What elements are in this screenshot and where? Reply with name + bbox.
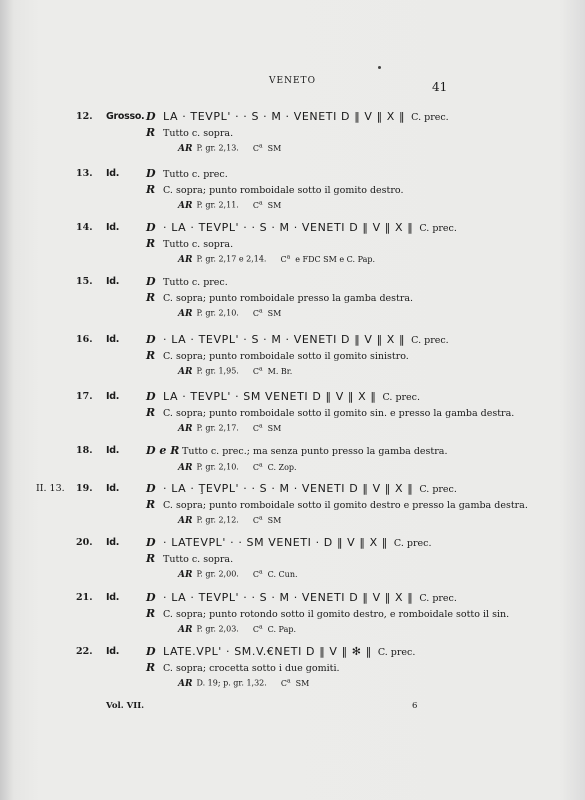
reverse-mark: R	[146, 406, 156, 419]
obverse-mark: D	[146, 110, 156, 123]
entry-denomination: Id.	[106, 646, 120, 657]
collection	[253, 367, 292, 376]
coin-legend: · LA · TEVPL' · · S · M · VENETI D ‖ V ‖ X ‖	[163, 221, 414, 234]
specimen-meta	[178, 142, 281, 154]
reverse-description: Tutto c. sopra.	[163, 554, 234, 565]
obverse-description: C. prec.	[377, 647, 416, 658]
reverse-mark: R	[146, 291, 156, 304]
obverse-mark: D	[146, 591, 156, 604]
entry-denomination: Id.	[106, 537, 120, 548]
specimen-meta	[178, 422, 281, 434]
entry-number: 12.	[76, 111, 93, 122]
obverse-description: C. prec.	[382, 392, 421, 403]
footer-signature: 6	[412, 701, 418, 711]
metal-mark: AR	[178, 366, 193, 377]
specimen-meta	[178, 514, 281, 526]
footer-volume: Vol. VII.	[106, 701, 145, 711]
collection-sup: a	[258, 199, 263, 206]
reverse-line	[146, 183, 403, 196]
running-header: VENETO	[269, 76, 316, 86]
coin-legend: · LA · TEVPL' · S · M · VENETI D ‖ V ‖ X ‖	[163, 333, 406, 346]
collection-name: e FDC SM e C. Pap.	[295, 254, 376, 264]
entry-denomination: Id.	[106, 592, 120, 603]
reverse-description: C. sopra; punto romboidale sotto il gomito destro.	[163, 185, 404, 196]
collection-name: SM	[267, 423, 282, 433]
obverse-mark: D	[146, 390, 156, 403]
metal-mark: AR	[178, 624, 193, 635]
obverse-description: C. prec.	[419, 223, 457, 234]
collection	[253, 144, 281, 153]
entry-denomination: Id.	[106, 391, 120, 402]
metal-mark: AR	[178, 308, 193, 319]
obverse-description: C. prec.	[411, 335, 449, 346]
metal-mark: AR	[178, 423, 193, 434]
obverse-line	[146, 482, 457, 495]
weight: P. gr. 2,13.	[196, 143, 239, 153]
reverse-mark: R	[146, 498, 156, 511]
entry-denomination: Grosso.	[106, 111, 145, 122]
reverse-line	[146, 607, 509, 620]
collection	[281, 679, 309, 688]
obverse-mark: D	[146, 221, 156, 234]
obverse-description: C. prec.	[419, 484, 457, 495]
obverse-description: C. prec.	[393, 538, 432, 549]
collection-prefix: C	[252, 308, 259, 318]
obverse-line	[146, 333, 449, 346]
obverse-mark: D	[146, 645, 156, 658]
collection-name: C. Zop.	[267, 462, 297, 472]
obverse-line	[146, 444, 447, 457]
collection-sup: a	[258, 514, 263, 521]
entry-denomination: Id.	[106, 276, 120, 287]
obverse-line	[146, 390, 420, 403]
metal-mark: AR	[178, 143, 193, 154]
entry-number: 17.	[76, 391, 93, 402]
reverse-line	[146, 237, 233, 250]
collection-prefix: C	[252, 423, 259, 433]
metal-mark: AR	[178, 200, 193, 211]
collection-name: M. Br.	[267, 366, 293, 376]
metal-mark: AR	[178, 569, 193, 580]
collection	[253, 424, 281, 433]
entry-number: 15.	[76, 276, 93, 287]
obverse-description: Tutto c. prec.	[163, 169, 228, 180]
reverse-description: C. sopra; punto rotondo sotto il gomito destro, e romboidale sotto il sin.	[163, 609, 510, 620]
collection-prefix: C	[280, 254, 287, 264]
entry-denomination: Id.	[106, 222, 120, 233]
reverse-description: Tutto c. sopra.	[163, 128, 234, 139]
weight: P. gr. 2,12.	[196, 515, 239, 525]
entry-number: 21.	[76, 592, 93, 603]
page-number: 41	[432, 80, 448, 94]
weight: P. gr. 2,11.	[196, 200, 239, 210]
reverse-mark: R	[146, 237, 156, 250]
specimen-meta	[178, 568, 298, 580]
entry-number: 20.	[76, 537, 93, 548]
collection-sup: a	[258, 307, 263, 314]
weight: P. gr. 2,10.	[196, 308, 239, 318]
collection	[253, 516, 281, 525]
collection-sup: a	[258, 623, 263, 630]
obverse-mark: D e R	[146, 444, 180, 457]
weight: P. gr. 2,00.	[196, 569, 239, 579]
obverse-mark: D	[146, 482, 156, 495]
reverse-line	[146, 552, 233, 565]
weight: P. gr. 2,17 e 2,14.	[196, 254, 267, 264]
collection-sup: a	[258, 568, 263, 575]
obverse-mark: D	[146, 275, 156, 288]
specimen-meta	[178, 365, 292, 377]
reverse-description: C. sopra; punto romboidale sotto il gomito sin. e presso la gamba destra.	[163, 408, 515, 419]
obverse-description: C. prec.	[411, 112, 449, 123]
specimen-meta	[178, 199, 281, 211]
reverse-mark: R	[146, 183, 156, 196]
obverse-line	[146, 645, 415, 658]
specimen-meta	[178, 307, 281, 319]
collection-prefix: C	[252, 462, 259, 472]
collection-prefix: C	[252, 366, 259, 376]
entry-number: 18.	[76, 445, 93, 456]
collection	[253, 201, 281, 210]
obverse-line	[146, 536, 431, 549]
weight: P. gr. 2,17.	[196, 423, 239, 433]
collection-name: SM	[267, 200, 282, 210]
weight: P. gr. 2,03.	[196, 624, 239, 634]
collection	[253, 625, 296, 634]
reverse-line	[146, 661, 340, 674]
collection-prefix: C	[280, 678, 287, 688]
weight: P. gr. 1,95.	[196, 366, 239, 376]
obverse-description: Tutto c. prec.	[163, 277, 228, 288]
collection	[253, 309, 281, 318]
metal-mark: AR	[178, 254, 193, 265]
reverse-line	[146, 406, 514, 419]
reverse-description: C. sopra; punto romboidale presso la gamba destra.	[163, 293, 414, 304]
entry-denomination: Id.	[106, 334, 120, 345]
coin-legend: · LA · TEVPL' · · S · M · VENETI D ‖ V ‖ X ‖	[163, 591, 414, 604]
reverse-line	[146, 498, 528, 511]
entry-number: 16.	[76, 334, 93, 345]
coin-legend: · LA · ŢEVPL' · · S · M · VENETI D ‖ V ‖ X ‖	[163, 482, 414, 495]
entry-number: 13.	[76, 168, 93, 179]
margin-reference: II. 13.	[36, 483, 65, 494]
obverse-mark: D	[146, 536, 156, 549]
collection-prefix: C	[252, 515, 259, 525]
collection-name: SM	[295, 678, 310, 688]
collection-prefix: C	[252, 200, 259, 210]
reverse-description: C. sopra; punto romboidale sotto il gomito sinistro.	[163, 351, 409, 362]
obverse-mark: D	[146, 167, 156, 180]
reverse-description: C. sopra; punto romboidale sotto il gomito destro e presso la gamba destra.	[163, 500, 528, 511]
collection-sup: a	[286, 253, 291, 260]
specimen-meta	[178, 253, 375, 265]
metal-mark: AR	[178, 515, 193, 526]
collection-sup: a	[286, 677, 291, 684]
collection-name: SM	[267, 143, 282, 153]
collection-name: C. Cun.	[267, 569, 298, 579]
obverse-description: C. prec.	[419, 593, 457, 604]
obverse-mark: D	[146, 333, 156, 346]
metal-mark: AR	[178, 678, 193, 689]
reverse-line	[146, 349, 409, 362]
coin-legend: LATE.VPL' · SM.V.€NETI D ‖ V ‖ ✻ ‖	[163, 645, 372, 658]
reverse-description: Tutto c. sopra.	[163, 239, 234, 250]
obverse-line	[146, 110, 449, 123]
coin-legend: · LATEVPL' · · SM VENETI · D ‖ V ‖ X ‖	[163, 536, 388, 549]
specimen-meta	[178, 623, 296, 635]
specimen-meta	[178, 677, 309, 689]
reverse-description: C. sopra; crocetta sotto i due gomiti.	[163, 663, 340, 674]
entry-number: 14.	[76, 222, 93, 233]
collection-sup: a	[258, 461, 263, 468]
reverse-mark: R	[146, 552, 156, 565]
collection-prefix: C	[252, 624, 259, 634]
collection-prefix: C	[252, 569, 259, 579]
collection-sup: a	[258, 142, 263, 149]
reverse-line	[146, 291, 413, 304]
entry-number: 19.	[76, 483, 93, 494]
collection-prefix: C	[252, 143, 259, 153]
collection-name: SM	[267, 515, 282, 525]
collection-sup: a	[258, 365, 263, 372]
collection-name: SM	[267, 308, 282, 318]
obverse-line	[146, 591, 457, 604]
reverse-line	[146, 126, 233, 139]
coin-legend: LA · TEVPL' · · S · M · VENETI D ‖ V ‖ X ‖	[163, 110, 406, 123]
obverse-description: Tutto c. prec.; ma senza punto presso la gamba destra.	[182, 446, 448, 457]
entry-denomination: Id.	[106, 445, 120, 456]
entry-number: 22.	[76, 646, 93, 657]
collection	[253, 463, 297, 472]
metal-mark: AR	[178, 462, 193, 473]
specimen-meta	[178, 461, 297, 473]
coin-legend: LA · TEVPL' · SM VENETI D ‖ V ‖ X ‖	[163, 390, 377, 403]
collection	[253, 570, 298, 579]
collection-name: C. Pap.	[267, 624, 297, 634]
reverse-mark: R	[146, 349, 156, 362]
entry-denomination: Id.	[106, 483, 120, 494]
weight: D. 19; p. gr. 1,32.	[196, 678, 267, 688]
entry-denomination: Id.	[106, 168, 120, 179]
reverse-mark: R	[146, 661, 156, 674]
print-speck	[378, 66, 381, 69]
reverse-mark: R	[146, 126, 156, 139]
weight: P. gr. 2,10.	[196, 462, 239, 472]
collection	[280, 255, 375, 264]
reverse-mark: R	[146, 607, 156, 620]
obverse-line	[146, 167, 228, 180]
obverse-line	[146, 221, 457, 234]
collection-sup: a	[258, 422, 263, 429]
obverse-line	[146, 275, 228, 288]
